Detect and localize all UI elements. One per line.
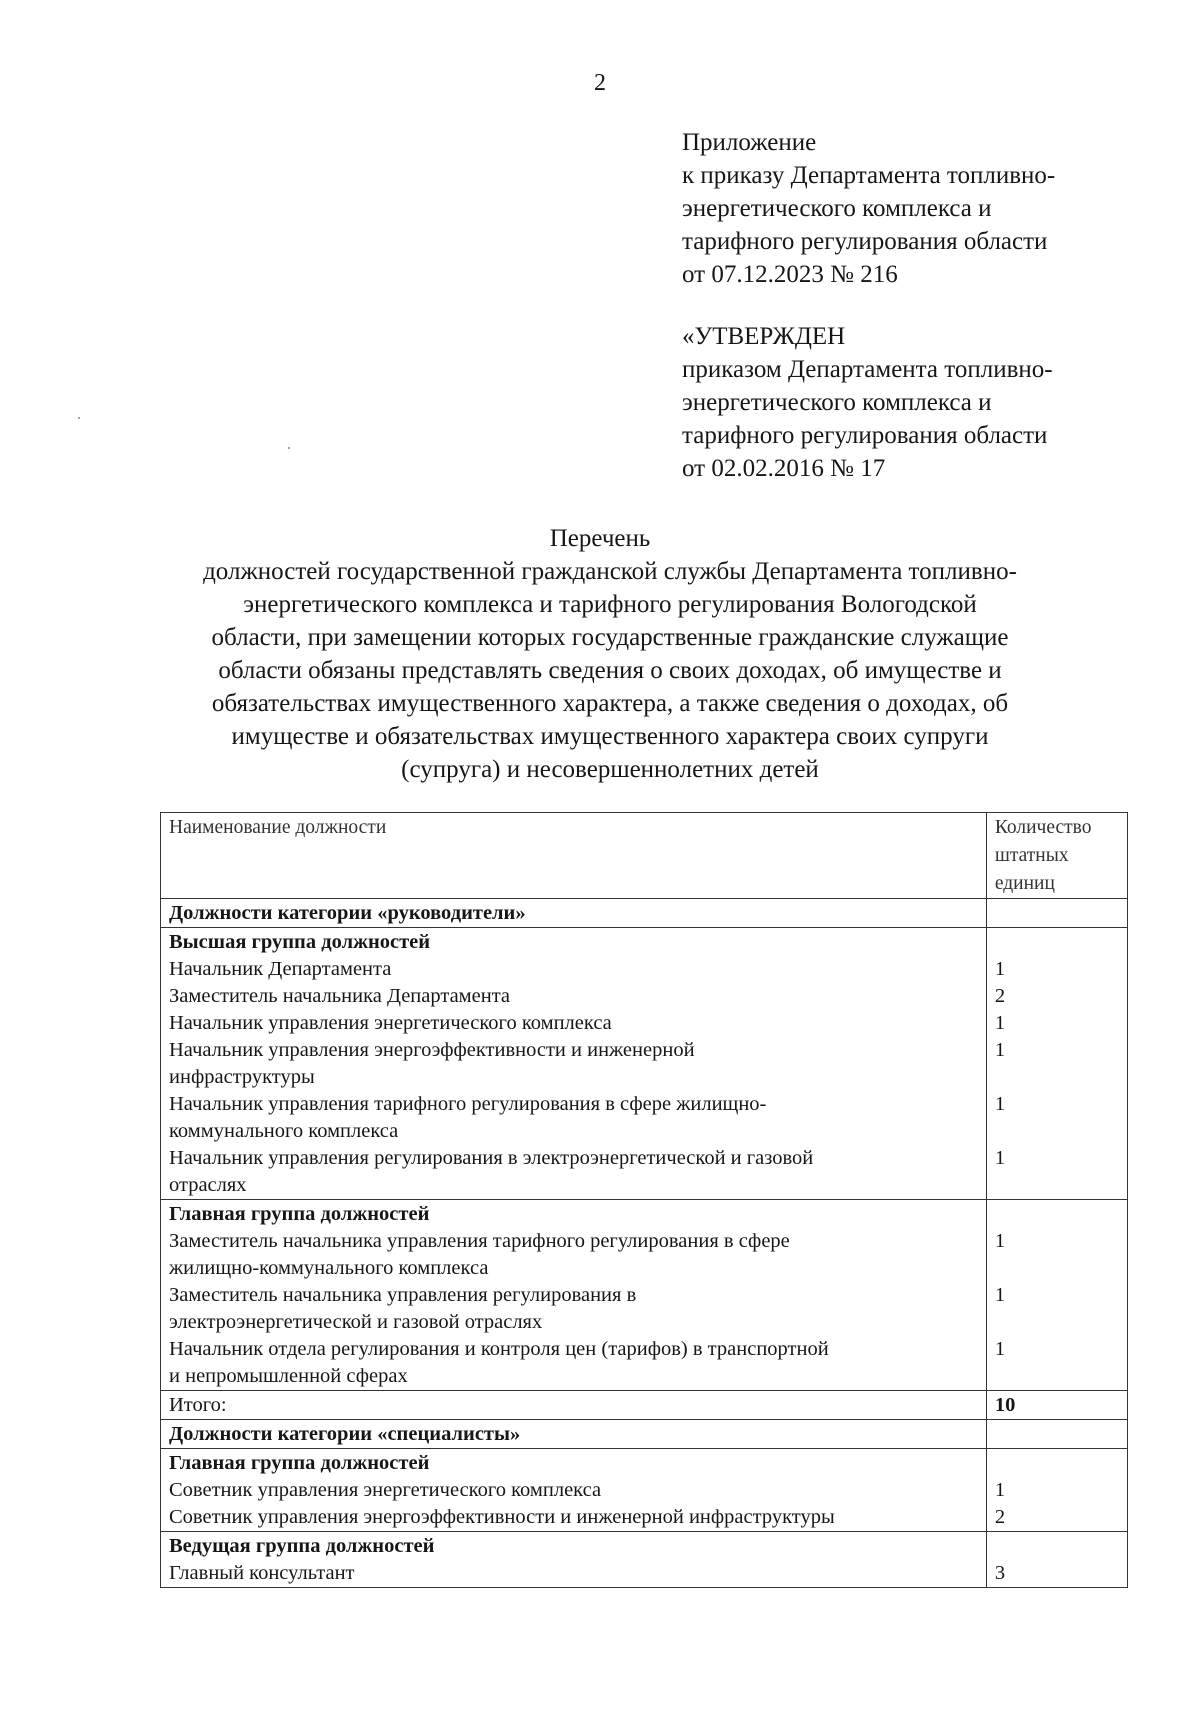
appendix-line: Приложение (682, 129, 817, 156)
appendix-line: энергетического комплекса и (682, 195, 992, 222)
position-name: Начальник Департамента (169, 958, 392, 980)
group-title: Ведущая группа должностей (169, 1535, 435, 1557)
position-name: Главный консультант (169, 1562, 355, 1584)
approved-line: приказом Департамента топливно- (682, 356, 1053, 383)
subtitle-line: области обязаны представлять сведения о своих доходах, об имуществе и (218, 657, 1002, 684)
position-count: 1 (994, 1338, 1006, 1360)
position-name-cont: коммунального комплекса (169, 1120, 399, 1142)
position-count: 1 (994, 1012, 1006, 1034)
position-count: 2 (994, 985, 1006, 1007)
header-count-line: штатных (994, 845, 1069, 866)
position-count: 2 (994, 1506, 1006, 1528)
position-name-cont: электроэнергетической и газовой отраслях (169, 1311, 543, 1333)
total-row (161, 1391, 1128, 1420)
position-count: 1 (994, 1093, 1006, 1115)
group-row (161, 1449, 1128, 1532)
main-group-specialists-cell (161, 1449, 987, 1532)
position-name: Заместитель начальника Департамента (169, 985, 511, 1007)
appendix-block (682, 126, 1152, 291)
document-subtitle (150, 555, 1070, 786)
main-group-managers-cell (161, 1200, 987, 1391)
position-name: Заместитель начальника управления регулирования в (169, 1284, 637, 1306)
approved-line: тарифного регулирования области (682, 422, 1048, 449)
position-name-cont: и непромышленной сферах (169, 1365, 408, 1387)
subtitle-line: области, при замещении которых государственные гражданские служащие (211, 624, 1009, 651)
position-count: 1 (994, 1039, 1006, 1061)
group-title: Главная группа должностей (169, 1452, 430, 1474)
approved-block (682, 320, 1152, 485)
position-count: 1 (994, 1147, 1006, 1169)
position-name: Советник управления энергетического комплекса (169, 1479, 602, 1501)
higher-group-cell (161, 928, 987, 1200)
category-specialists-label: Должности категории «специалисты» (161, 1420, 987, 1449)
category-row (161, 1420, 1128, 1449)
approved-line: «УТВЕРЖДЕН (682, 323, 846, 350)
leading-group-counts (986, 1532, 1127, 1588)
appendix-line: от 07.12.2023 № 216 (682, 261, 898, 288)
position-name: Советник управления энергоэффективности и инженерной инфраструктуры (169, 1506, 835, 1528)
position-name-cont: инфраструктуры (169, 1066, 315, 1088)
position-count: 1 (994, 1284, 1006, 1306)
appendix-line: к приказу Департамента топливно- (682, 162, 1056, 189)
position-count: 1 (994, 1230, 1006, 1252)
group-row (161, 1532, 1128, 1588)
header-count-line: Количество (994, 817, 1092, 838)
header-name-cell (161, 813, 987, 899)
total-count: 10 (986, 1391, 1127, 1420)
main-group-managers-counts (986, 1200, 1127, 1391)
main-group-specialists-counts (986, 1449, 1127, 1532)
page-number: 2 (594, 70, 606, 96)
subtitle-line: энергетического комплекса и тарифного регулирования Вологодской (243, 591, 977, 618)
empty-count-cell (986, 1420, 1127, 1449)
position-name: Начальник управления тарифного регулирования в сфере жилищно- (169, 1093, 767, 1115)
document-title: Перечень (549, 525, 651, 552)
table-header-row (161, 813, 1128, 899)
positions-table (160, 812, 1128, 1588)
category-row (161, 899, 1128, 928)
scan-speck (78, 417, 80, 419)
position-name: Заместитель начальника управления тарифного регулирования в сфере (169, 1230, 790, 1252)
leading-group-cell (161, 1532, 987, 1588)
position-count: 3 (994, 1562, 1006, 1584)
position-name-cont: жилищно-коммунального комплекса (169, 1257, 489, 1279)
header-count-cell (986, 813, 1127, 899)
position-name: Начальник отдела регулирования и контроля цен (тарифов) в транспортной (169, 1338, 829, 1360)
position-count: 1 (994, 1479, 1006, 1501)
subtitle-line: (супруга) и несовершеннолетних детей (401, 756, 819, 783)
approved-line: от 02.02.2016 № 17 (682, 455, 886, 482)
appendix-line: тарифного регулирования области (682, 228, 1048, 255)
total-label: Итого: (161, 1391, 987, 1420)
higher-group-counts (986, 928, 1127, 1200)
position-count: 1 (994, 958, 1006, 980)
subtitle-line: должностей государственной гражданской службы Департамента топливно- (203, 558, 1017, 585)
subtitle-line: обязательствах имущественного характера, а также сведения о доходах, об (211, 690, 1009, 717)
position-name: Начальник управления энергоэффективности и инженерной (169, 1039, 695, 1061)
empty-count-cell (986, 899, 1127, 928)
header-name: Наименование должности (169, 817, 387, 838)
position-name: Начальник управления регулирования в электроэнергетической и газовой (169, 1147, 814, 1169)
group-title: Главная группа должностей (169, 1203, 430, 1225)
category-managers-label: Должности категории «руководители» (161, 899, 987, 928)
group-row (161, 928, 1128, 1200)
subtitle-line: имуществе и обязательствах имущественного характера своих супруги (231, 723, 989, 750)
group-title: Высшая группа должностей (169, 931, 431, 953)
group-row (161, 1200, 1128, 1391)
position-name-cont: отраслях (169, 1174, 247, 1196)
approved-line: энергетического комплекса и (682, 389, 992, 416)
scan-speck (288, 447, 290, 449)
header-count-line: единиц (994, 873, 1055, 894)
position-name: Начальник управления энергетического комплекса (169, 1012, 612, 1034)
